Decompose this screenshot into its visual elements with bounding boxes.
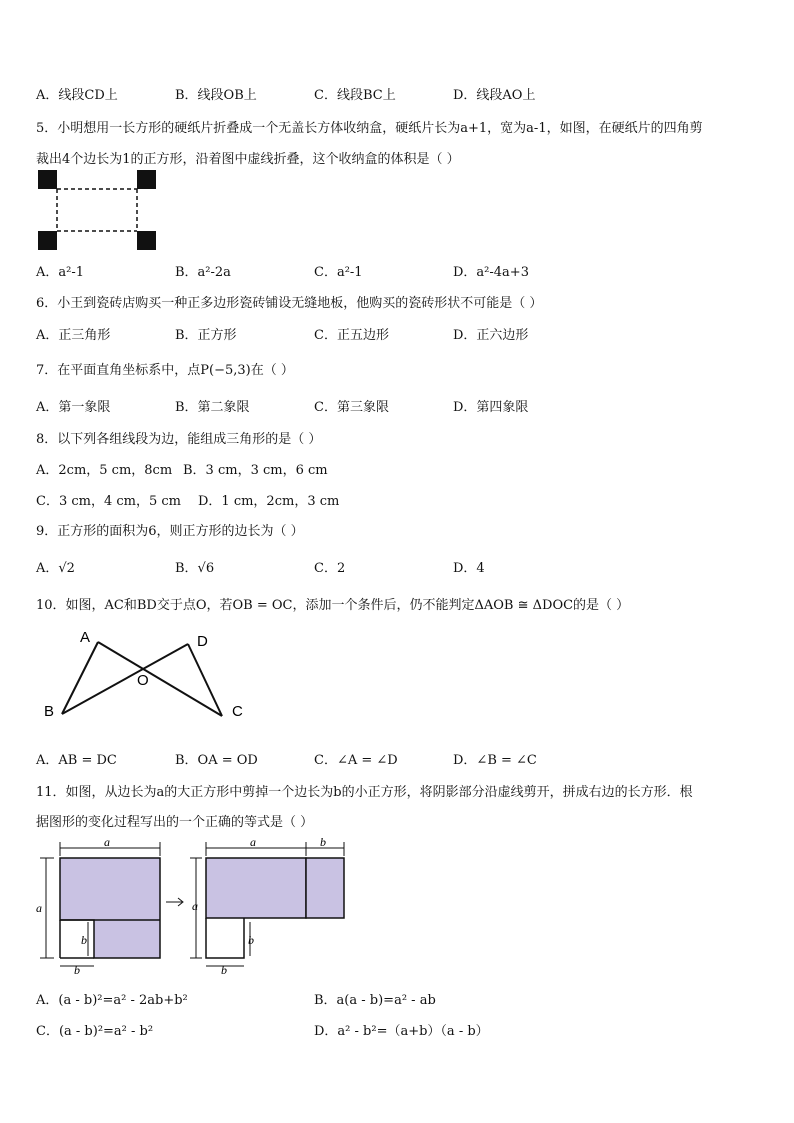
q8-option-c: C．3 cm，4 cm，5 cm: [36, 494, 181, 509]
q8-stem: 8．以下列各组线段为边，能组成三角形的是（ ）: [36, 432, 322, 447]
q11-stem-line2: 据图形的变化过程写出的一个正确的等式是（ ）: [36, 815, 314, 830]
q5-option-b: B．a²-2a: [175, 265, 231, 280]
label-B: B: [44, 703, 55, 720]
label-D: D: [197, 633, 208, 650]
q6-option-d: D．正六边形: [453, 328, 529, 343]
q8-option-a: A．2cm，5 cm，8cm: [36, 463, 173, 478]
q7-option-c: C．第三象限: [314, 400, 389, 415]
q5-stem-line2: 裁出4个边长为1的正方形，沿着图中虚线折叠，这个收纳盒的体积是（ ）: [36, 152, 460, 167]
label-A: A: [80, 629, 91, 646]
dim-b-top-right: b: [320, 835, 326, 849]
corner-square-bl: [38, 231, 57, 250]
q4-option-b: B．线段OB上: [175, 88, 257, 103]
q6-option-c: C．正五边形: [314, 328, 389, 343]
dim-b-bottom-left: b: [74, 963, 80, 977]
q11-squares-figure: [34, 836, 354, 978]
q5-option-a: A．a²-1: [36, 265, 85, 280]
q4-option-d: D．线段AO上: [453, 88, 536, 103]
q9-option-c: C．2: [314, 561, 346, 576]
q5-option-d: D．a²-4a+3: [453, 265, 529, 280]
q10-option-c: C．∠A = ∠D: [314, 753, 398, 768]
q7-stem: 7．在平面直角坐标系中，点P(−5,3)在（ ）: [36, 363, 294, 378]
q5-cardboard-figure: [38, 170, 158, 252]
q5-option-c: C．a²-1: [314, 265, 363, 280]
dim-a-top-right: a: [250, 835, 256, 849]
shaded-rect-right: [206, 858, 306, 918]
dim-b-bottom-right: b: [221, 963, 227, 977]
corner-square-tr: [137, 170, 156, 189]
q11-stem-line1: 11．如图，从边长为a的大正方形中剪掉一个边长为b的小正方形，将阴影部分沿虚线剪开，拼成右边的长方形．根: [36, 785, 693, 800]
q7-option-d: D．第四象限: [453, 400, 529, 415]
dim-b-inner-left: b: [81, 933, 87, 947]
q10-option-b: B．OA = OD: [175, 753, 258, 768]
dim-b-inner-right: b: [248, 933, 254, 947]
q9-option-a: A．√2: [36, 561, 75, 576]
shaded-strip-right: [306, 858, 344, 918]
q11-option-b: B．a(a - b)=a² - ab: [314, 993, 436, 1008]
q10-option-d: D．∠B = ∠C: [453, 753, 537, 768]
q4-option-c: C．线段BC上: [314, 88, 396, 103]
q4-option-a: A．线段CD上: [36, 88, 118, 103]
dim-a-side-left: a: [36, 901, 42, 915]
q8-option-d: D．1 cm，2cm，3 cm: [198, 494, 340, 509]
dim-a-top-left: a: [104, 835, 110, 849]
q7-option-b: B．第二象限: [175, 400, 250, 415]
q9-option-d: D．4: [453, 561, 485, 576]
corner-square-br: [137, 231, 156, 250]
q11-option-d: D．a² - b²=（a+b）（a - b）: [314, 1024, 489, 1039]
dim-a-side-right: a: [192, 899, 198, 913]
q6-stem: 6．小王到瓷砖店购买一种正多边形瓷砖铺设无缝地板，他购买的瓷砖形状不可能是（ ）: [36, 296, 543, 311]
q10-triangles-figure: [40, 626, 250, 721]
label-O: O: [137, 672, 149, 689]
q11-option-c: C．(a - b)²=a² - b²: [36, 1024, 154, 1039]
q8-option-b: B．3 cm，3 cm，6 cm: [183, 463, 328, 478]
q11-option-a: A．(a - b)²=a² - 2ab+b²: [36, 993, 188, 1008]
q5-stem-line1: 5．小明想用一长方形的硬纸片折叠成一个无盖长方体收纳盒，硬纸片长为a+1，宽为a-1，如图，在硬纸片的四角剪: [36, 121, 703, 136]
corner-square-tl: [38, 170, 57, 189]
q6-option-a: A．正三角形: [36, 328, 111, 343]
label-C: C: [232, 703, 243, 720]
q6-option-b: B．正方形: [175, 328, 237, 343]
q10-option-a: A．AB = DC: [36, 753, 117, 768]
q9-option-b: B．√6: [175, 561, 215, 576]
q7-option-a: A．第一象限: [36, 400, 111, 415]
q9-stem: 9．正方形的面积为6，则正方形的边长为（ ）: [36, 524, 304, 539]
shaded-region-left: [60, 858, 160, 958]
q10-stem: 10．如图，AC和BD交于点O，若OB = OC，添加一个条件后，仍不能判定ΔAOB ≅ ΔDOC的是（ ）: [36, 598, 630, 613]
